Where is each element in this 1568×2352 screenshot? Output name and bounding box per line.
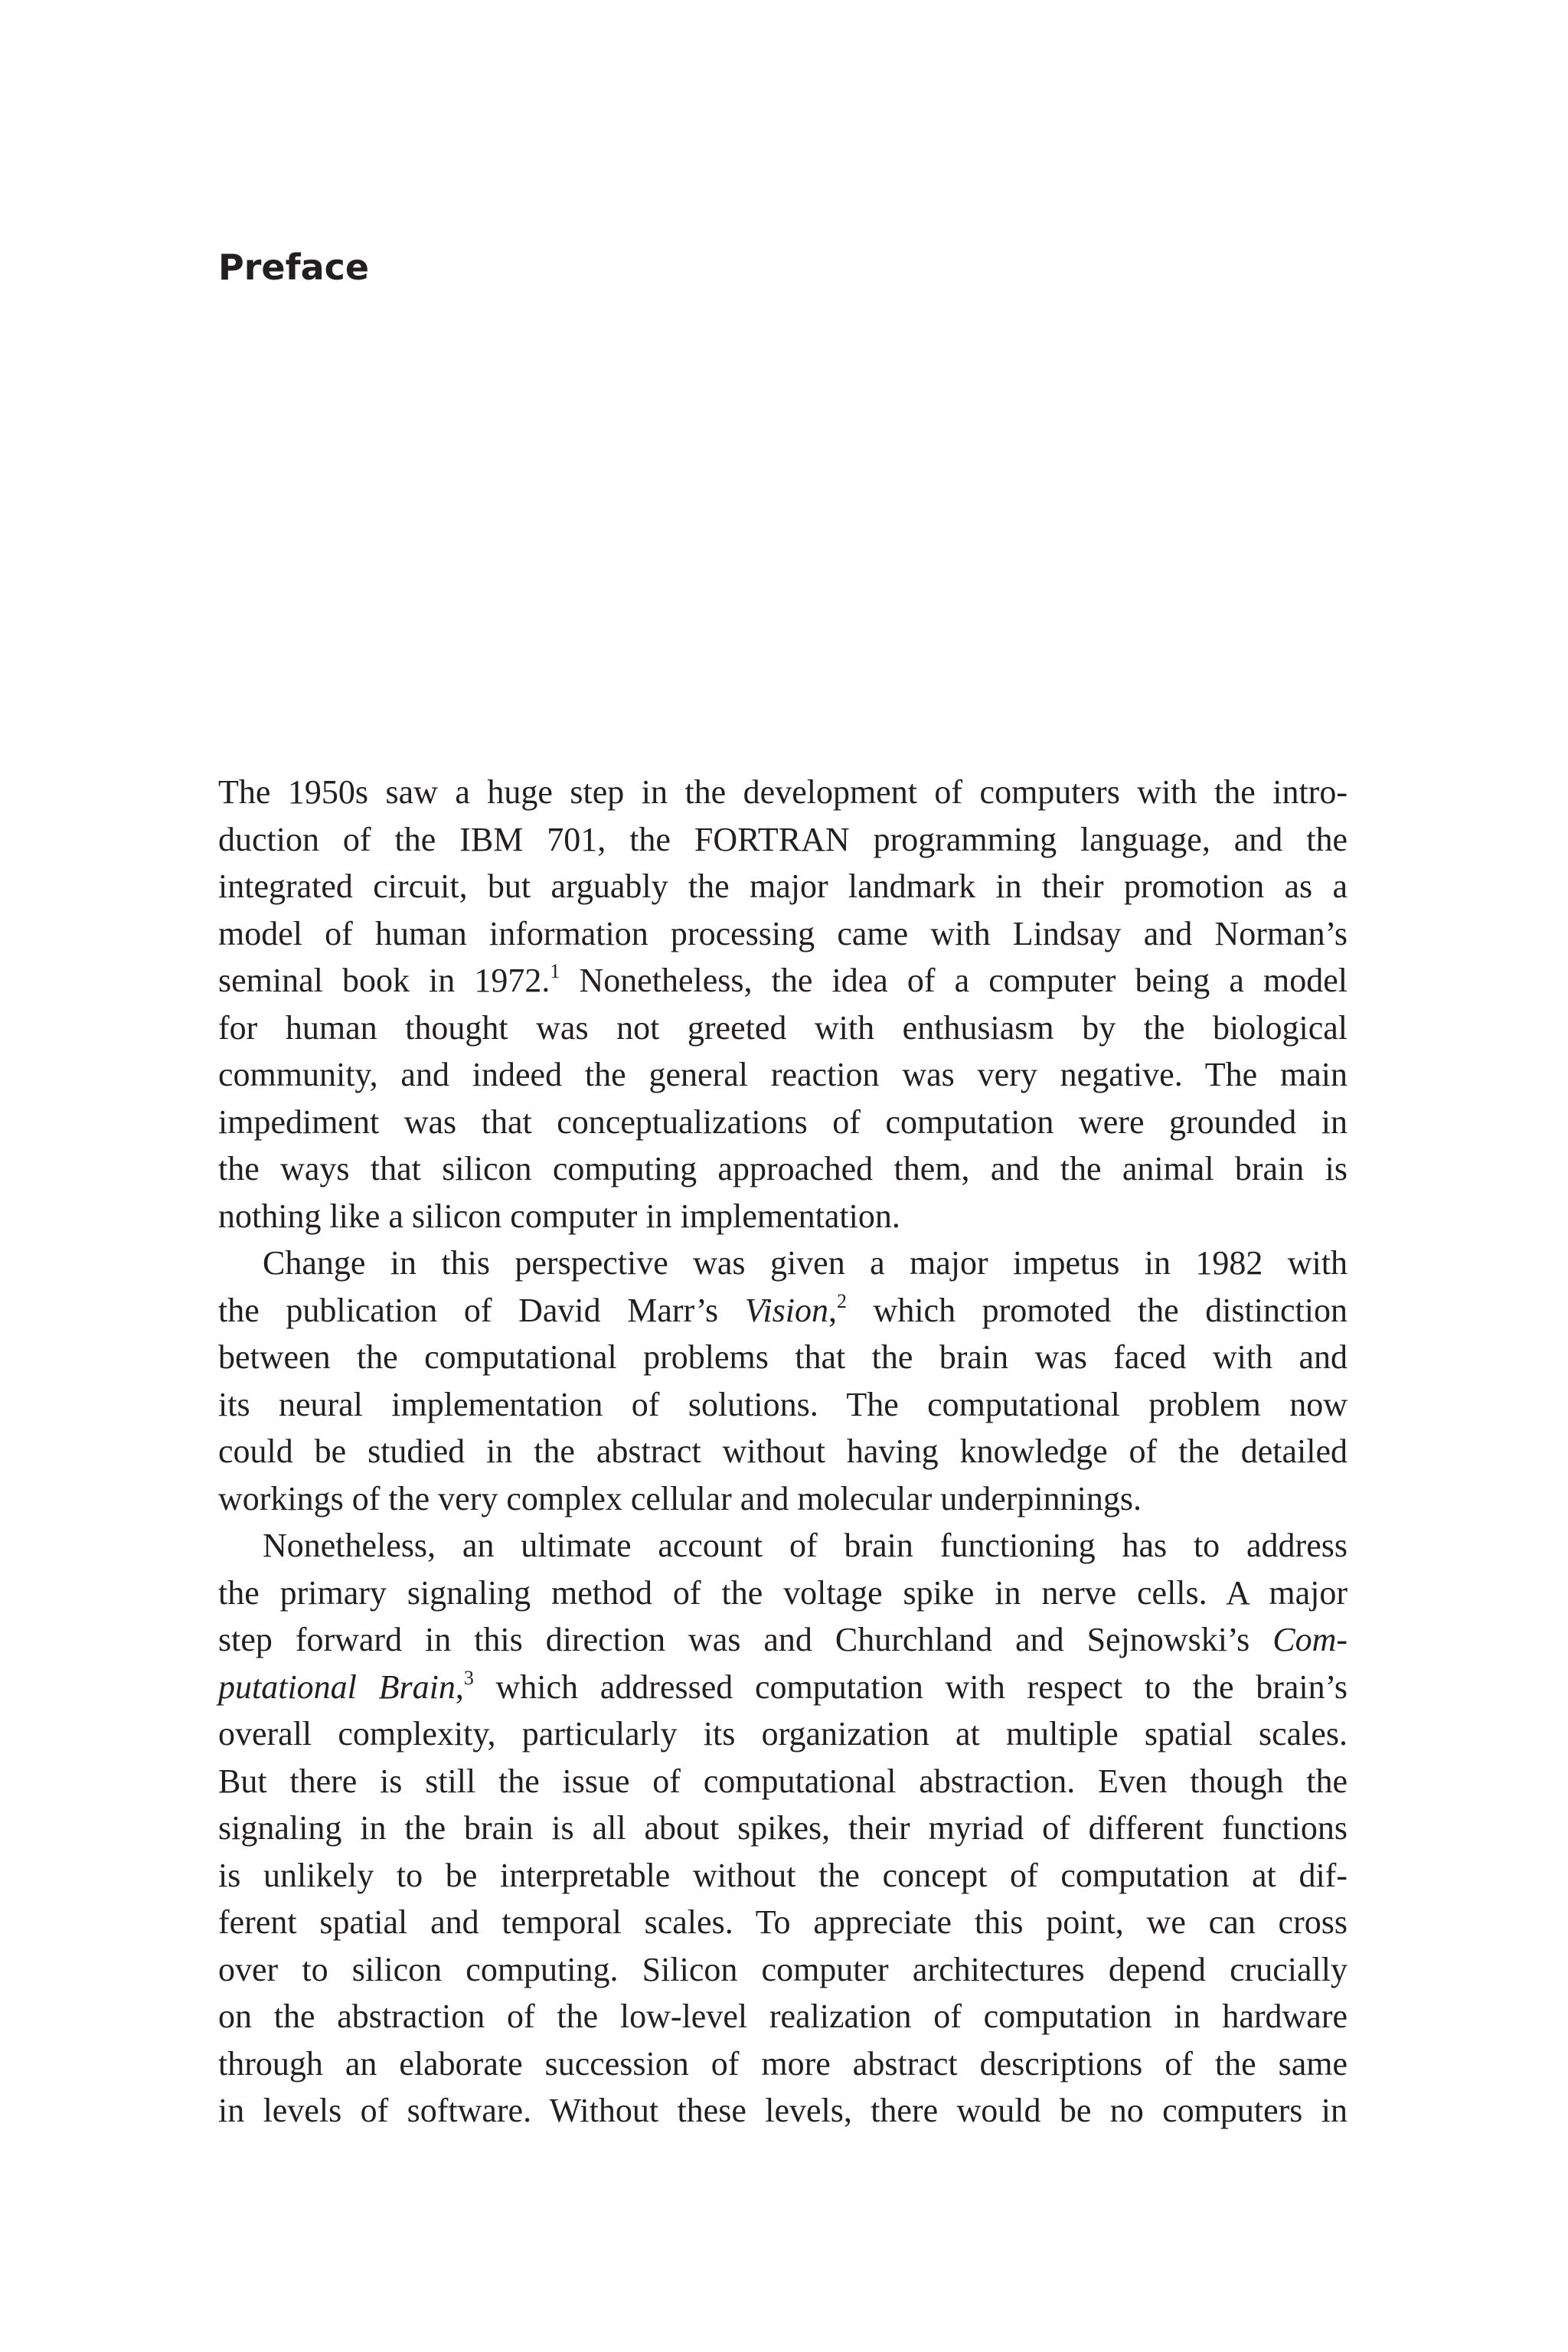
- text-line: impediment was that conceptualizations of computation were grounded in: [218, 1102, 1348, 1141]
- text-line: [218, 1616, 1348, 1664]
- text-segment: ,: [828, 1291, 837, 1329]
- text-line: workings of the very complex cellular and molecular underpinnings.: [218, 1479, 1142, 1517]
- text-line: model of human information processing came with Lindsay and Norman’s: [218, 914, 1348, 952]
- footnote-marker[interactable]: 2: [836, 1289, 847, 1312]
- paragraph-3: [218, 1522, 1348, 2135]
- text-line: the primary signaling method of the voltage spike in nerve cells. A major: [218, 1573, 1348, 1612]
- text-line: [218, 957, 1348, 1004]
- text-line: But there is still the issue of computational abstraction. Even though the: [218, 1762, 1348, 1800]
- text-line: signaling in the brain is all about spikes, their myriad of different functions: [218, 1809, 1348, 1847]
- text-segment: the publication of David Marr’s: [218, 1291, 745, 1329]
- book-title: Com-: [1272, 1621, 1348, 1658]
- book-title: putational Brain: [218, 1668, 456, 1706]
- text-line: integrated circuit, but arguably the major landmark in their promotion as a: [218, 867, 1348, 905]
- text-line: could be studied in the abstract without having knowledge of the detailed: [218, 1432, 1348, 1470]
- text-line: its neural implementation of solutions. The computational problem now: [218, 1385, 1348, 1423]
- footnote-marker[interactable]: 3: [463, 1666, 474, 1689]
- text-line: Nonetheless, an ultimate account of brain functioning has to address: [263, 1527, 1348, 1564]
- text-line: through an elaborate succession of more abstract descriptions of the same: [218, 2044, 1348, 2082]
- text-line: over to silicon computing. Silicon computer architectures depend crucially: [218, 1950, 1348, 1988]
- text-line: ferent spatial and temporal scales. To appreciate this point, we can cross: [218, 1903, 1348, 1941]
- text-line: nothing like a silicon computer in implementation.: [218, 1197, 900, 1235]
- text-line: for human thought was not greeted with enthusiasm by the biological: [218, 1008, 1348, 1047]
- text-line: [218, 1664, 1348, 1711]
- text-line: in levels of software. Without these levels, there would be no computers in: [218, 2092, 1348, 2129]
- text-segment: seminal book in 1972.: [218, 962, 550, 999]
- text-line: is unlikely to be interpretable without the concept of computation at dif-: [218, 1856, 1348, 1894]
- text-line: Change in this perspective was given a major impetus in 1982 with: [263, 1244, 1348, 1282]
- text-segment: Nonetheless, the idea of a computer being a model: [560, 962, 1348, 999]
- text-segment: ,: [455, 1668, 464, 1706]
- text-line: overall complexity, particularly its organization at multiple spatial scales.: [218, 1715, 1348, 1753]
- text-line: duction of the IBM 701, the FORTRAN programming language, and the: [218, 820, 1348, 858]
- paragraph-1: [218, 769, 1348, 1240]
- text-line: between the computational problems that the brain was faced with and: [218, 1338, 1348, 1376]
- text-line: The 1950s saw a huge step in the development of computers with the intro-: [218, 773, 1348, 811]
- footnote-marker[interactable]: 1: [550, 960, 560, 982]
- book-title: Vision: [744, 1291, 828, 1329]
- text-line: community, and indeed the general reaction was very negative. The main: [218, 1056, 1348, 1093]
- text-line: [218, 1287, 1348, 1334]
- text-line: on the abstraction of the low-level realization of computation in hardware: [218, 1998, 1348, 2035]
- text-segment: which promoted the distinction: [846, 1291, 1348, 1329]
- text-segment: which addressed computation with respect to the brain’s: [473, 1668, 1348, 1706]
- page-title: Preface: [218, 247, 370, 288]
- paragraph-2: [218, 1240, 1348, 1522]
- text-segment: step forward in this direction was and Churchland and Sejnowski’s: [218, 1621, 1273, 1658]
- body-text: [218, 769, 1348, 2135]
- text-line: the ways that silicon computing approached them, and the animal brain is: [218, 1150, 1348, 1187]
